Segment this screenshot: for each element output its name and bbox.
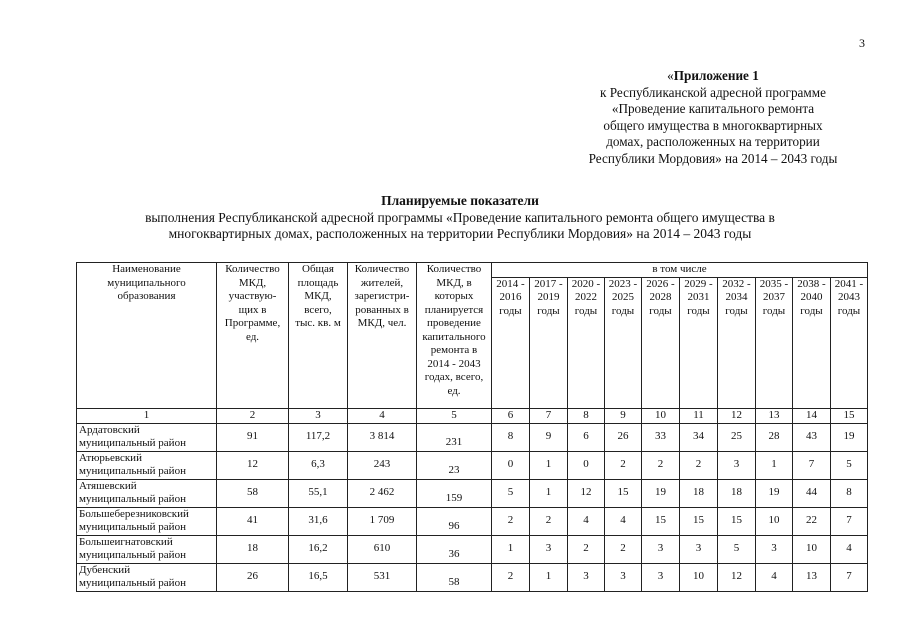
appendix-title-line [544,68,882,85]
column-number: 4 [348,409,417,424]
header-text-line: 2023 - [608,277,638,290]
header-text-line: жителей, [360,276,404,289]
total-area: 16,5 [289,563,348,591]
residents: 1 709 [348,507,417,535]
period-value: 34 [680,423,718,451]
header-text-line: годы [762,304,786,317]
header-period [793,277,831,409]
header-text-line: 2043 [838,291,860,303]
header-text-line: ед. [245,330,260,343]
period-value: 6 [568,423,605,451]
column-number: 6 [492,409,530,424]
period-value: 15 [680,507,718,535]
appendix-line: к Республиканской адресной программе [600,84,826,100]
header-municipality [77,263,217,409]
residents: 243 [348,451,417,479]
header-text-line: 2032 - [722,277,751,290]
header-text-line: тыс. кв. м [295,317,341,329]
municipality-name [77,451,217,479]
period-value: 4 [568,507,605,535]
header-text-line: МКД, в [436,276,472,289]
mkd-count: 26 [217,563,289,591]
header-residents [348,263,417,409]
mkd-count: 91 [217,423,289,451]
table-row [77,451,868,479]
period-value: 3 [718,451,756,479]
appendix-open-quote: « [667,68,674,83]
period-value: 26 [605,423,642,451]
period-value: 18 [680,479,718,507]
period-value: 9 [530,423,568,451]
header-total-area [289,263,348,409]
header-text-line: Количество [426,263,482,275]
period-value: 2 [492,507,530,535]
period-value: 13 [793,563,831,591]
header-text-line: щих в [238,303,267,316]
residents: 531 [348,563,417,591]
mkd-count: 18 [217,535,289,563]
period-value: 3 [568,563,605,591]
period-value: 10 [793,535,831,563]
period-value: 1 [492,535,530,563]
header-text-line: муниципальный район [79,436,186,449]
table-row [77,507,868,535]
total-area: 117,2 [289,423,348,451]
mkd-count: 41 [217,507,289,535]
header-text-line: 2029 - [684,277,713,290]
period-value: 12 [568,479,605,507]
planned-repairs: 231 [417,423,492,451]
planned-repairs: 58 [417,563,492,591]
header-text-line: площадь [297,276,339,289]
appendix-line: домах, расположенных на территории [606,134,820,149]
mkd-count: 58 [217,479,289,507]
header-text-line: годы [499,304,522,317]
table-row [77,423,868,451]
period-value: 8 [831,479,868,507]
header-mkd-count [217,263,289,409]
period-value: 0 [568,451,605,479]
period-value: 3 [642,535,680,563]
period-value: 4 [831,535,868,563]
period-value: 43 [793,423,831,451]
header-text-line: Атяшевский [79,479,137,492]
header-text-line: Большеигнатовский [79,535,173,548]
header-text-line: годах, всего, [424,371,484,383]
period-value: 5 [718,535,756,563]
period-value: 1 [530,479,568,507]
header-text-line: 2034 [725,291,748,303]
header-text-line: 2041 - [834,277,864,290]
mkd-count: 12 [217,451,289,479]
header-text-line: участвую- [228,290,277,302]
header-text-line: 2038 - [797,277,826,290]
header-text-line: 2016 [499,291,522,303]
period-value: 2 [680,451,718,479]
header-text-line: ед. [447,384,461,397]
period-value: 2 [492,563,530,591]
header-text-line: муниципального [107,276,186,289]
appendix-line: общего имущества в многоквартирных [603,117,823,133]
table-row [77,563,868,591]
header-text-line: Количество [354,263,410,275]
appendix-title: Приложение 1 [673,68,759,83]
header-text-line: муниципальный район [79,492,186,505]
period-value: 3 [680,535,718,563]
column-number: 13 [756,409,793,424]
table-row [77,479,868,507]
period-value: 19 [642,479,680,507]
header-text-line: годы [687,304,710,317]
period-value: 28 [756,423,793,451]
period-value: 10 [680,563,718,591]
column-number: 1 [77,409,217,424]
period-value: 25 [718,423,756,451]
header-text-line: рованных в [355,303,409,316]
header-text-line: муниципальный район [79,576,186,589]
column-number: 12 [718,409,756,424]
document-subtitle-line: выполнения Республиканской адресной программы «Проведение капитального ремонта общего имущества в [145,209,775,225]
header-period [642,277,680,409]
header-text-line: 2026 - [646,277,675,290]
header-including: в том числе [492,263,868,278]
document-heading [80,193,840,243]
header-text-line: 2028 [649,291,672,303]
header-text-line: 2037 [763,291,785,303]
period-value: 7 [831,507,868,535]
header-text-line: 2025 [612,291,634,303]
header-text-line: образования [117,290,176,302]
header-text-line: всего, [304,303,332,316]
period-value: 2 [642,451,680,479]
header-period [605,277,642,409]
column-number: 9 [605,409,642,424]
column-numbers-row [77,409,868,424]
column-number: 2 [217,409,289,424]
column-number: 8 [568,409,605,424]
period-value: 2 [568,535,605,563]
total-area: 55,1 [289,479,348,507]
header-text-line: 2020 - [571,277,601,290]
period-value: 2 [605,451,642,479]
column-number: 11 [680,409,718,424]
header-period [492,277,530,409]
header-period [718,277,756,409]
header-text-line: 2017 - [534,277,563,290]
total-area: 6,3 [289,451,348,479]
header-text-line: годы [725,304,748,317]
period-value: 3 [642,563,680,591]
period-value: 7 [793,451,831,479]
municipality-name [77,423,217,451]
period-value: 7 [831,563,868,591]
header-text-line: годы [574,304,598,317]
planned-repairs: 96 [417,507,492,535]
header-text-line: Общая [302,263,334,275]
residents: 3 814 [348,423,417,451]
period-value: 1 [756,451,793,479]
header-text-line: годы [800,304,823,317]
municipality-name [77,563,217,591]
header-text-line: проведение [427,317,481,329]
header-text-line: годы [837,304,861,317]
header-period [831,277,868,409]
header-text-line: которых [434,290,474,302]
period-value: 18 [718,479,756,507]
period-value: 33 [642,423,680,451]
header-text-line: ремонта в [430,344,478,356]
header-text-line: Количество [225,263,280,275]
header-text-line: МКД, чел. [357,317,407,329]
appendix-line: Республики Мордовия» на 2014 – 2043 годы [588,150,838,166]
municipality-name [77,535,217,563]
column-number: 5 [417,409,492,424]
period-value: 5 [492,479,530,507]
planned-repairs: 159 [417,479,492,507]
column-number: 10 [642,409,680,424]
period-value: 1 [530,563,568,591]
period-value: 4 [756,563,793,591]
header-period [680,277,718,409]
column-number: 3 [289,409,348,424]
header-text-line: зарегистри- [354,290,410,302]
period-value: 15 [642,507,680,535]
document-subtitle-line: многоквартирных домах, расположенных на территории Республики Мордовия» на 2014 – 2043 годы [168,226,752,241]
header-text-line: Ардатовский [79,423,140,436]
header-text-line: Большеберезниковский [79,507,189,520]
period-value: 2 [605,535,642,563]
header-text-line: 2022 [575,291,597,303]
period-value: 4 [605,507,642,535]
indicators-table [76,262,868,592]
municipality-name [77,507,217,535]
header-text-line: Дубенский [79,563,131,576]
header-text-line: 2035 - [759,277,789,290]
appendix-note [544,68,882,167]
period-value: 3 [756,535,793,563]
residents: 610 [348,535,417,563]
header-text-line: 2014 - 2043 [427,357,481,370]
header-text-line: МКД, [304,290,332,302]
total-area: 31,6 [289,507,348,535]
period-value: 5 [831,451,868,479]
header-text-line: капитального [422,330,486,343]
header-period [568,277,605,409]
page-number: 3 [859,36,865,50]
period-value: 3 [605,563,642,591]
header-text-line: муниципальный район [79,520,186,533]
header-text-line: планируется [424,303,484,316]
planned-repairs: 36 [417,535,492,563]
header-text-line: 2040 [800,291,823,303]
table-row [77,535,868,563]
header-text-line: годы [649,304,672,317]
planned-repairs: 23 [417,451,492,479]
header-text-line: муниципальный район [79,548,186,561]
period-value: 8 [492,423,530,451]
header-text-line: Наименование [112,263,181,275]
municipality-name [77,479,217,507]
header-text-line: годы [611,304,635,317]
header-text-line: 2014 - [496,277,525,290]
header-text-line: 2031 [687,291,710,303]
period-value: 44 [793,479,831,507]
period-value: 3 [530,535,568,563]
period-value: 2 [530,507,568,535]
period-value: 22 [793,507,831,535]
header-text-line: Программе, [224,317,281,329]
header-text-line: Атюрьевский [79,451,142,464]
document-title: Планируемые показатели [381,193,539,208]
header-text-line: годы [537,304,560,317]
period-value: 15 [605,479,642,507]
total-area: 16,2 [289,535,348,563]
column-number: 14 [793,409,831,424]
header-period [756,277,793,409]
period-value: 19 [831,423,868,451]
header-text-line: МКД, [238,276,267,289]
header-planned-repairs [417,263,492,409]
period-value: 15 [718,507,756,535]
header-period [530,277,568,409]
column-number: 15 [831,409,868,424]
period-value: 12 [718,563,756,591]
residents: 2 462 [348,479,417,507]
period-value: 19 [756,479,793,507]
header-text-line: муниципальный район [79,464,186,477]
appendix-line: «Проведение капитального ремонта [611,101,815,116]
header-text-line: 2019 [537,291,560,303]
period-value: 0 [492,451,530,479]
period-value: 10 [756,507,793,535]
column-number: 7 [530,409,568,424]
period-value: 1 [530,451,568,479]
